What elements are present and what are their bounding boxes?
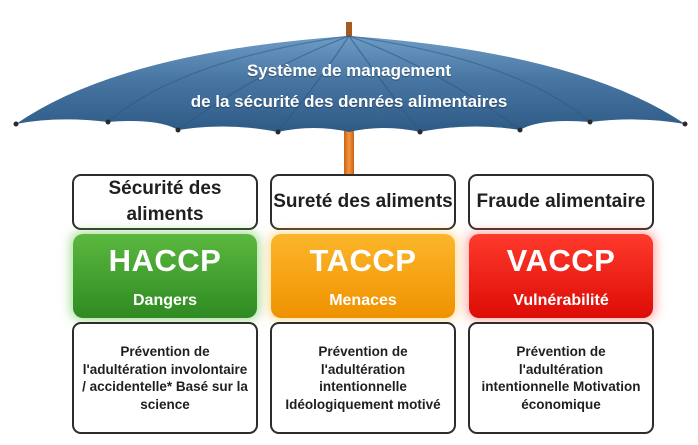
category-label: Sureté des aliments (273, 191, 453, 212)
rib-tip (418, 130, 423, 135)
category-label: Sécurité des aliments (108, 178, 222, 225)
rib-tip (276, 130, 281, 135)
acronym-label: TACCP (309, 243, 417, 278)
description-card-taccp (270, 322, 456, 434)
rib-tip (176, 128, 181, 133)
acronym-label: VACCP (506, 243, 616, 278)
vaccp-tile (469, 234, 653, 318)
rib-tip (14, 122, 19, 127)
haccp-tile (73, 234, 257, 318)
umbrella-title-line2: de la sécurité des denrées alimentaires (190, 92, 508, 111)
rib-tip (106, 120, 111, 125)
rib-tip (518, 128, 523, 133)
umbrella-title-line1: Système de management (246, 61, 452, 80)
rib-tip (588, 120, 593, 125)
description-text: Prévention de l'adultération involontaire / accidentelle* Basé sur la science (82, 344, 248, 412)
taccp-tile (271, 234, 455, 318)
description-card-haccp (72, 322, 258, 434)
description-text: Prévention de l'adultération intentionnelle Motivation économique (481, 344, 641, 412)
focus-label: Dangers (132, 292, 198, 309)
focus-label: Menaces (329, 292, 397, 309)
category-card-food-defense (270, 174, 456, 230)
category-card-food-safety (72, 174, 258, 230)
category-card-food-fraud (468, 174, 654, 230)
category-label: Fraude alimentaire (476, 191, 646, 212)
acronym-label: HACCP (108, 243, 222, 278)
focus-label: Vulnérabilité (513, 292, 609, 309)
rib-tip (683, 122, 688, 127)
description-text: Prévention de l'adultération intentionnelle Idéologiquement motivé (285, 344, 441, 412)
description-card-vaccp (468, 322, 654, 434)
